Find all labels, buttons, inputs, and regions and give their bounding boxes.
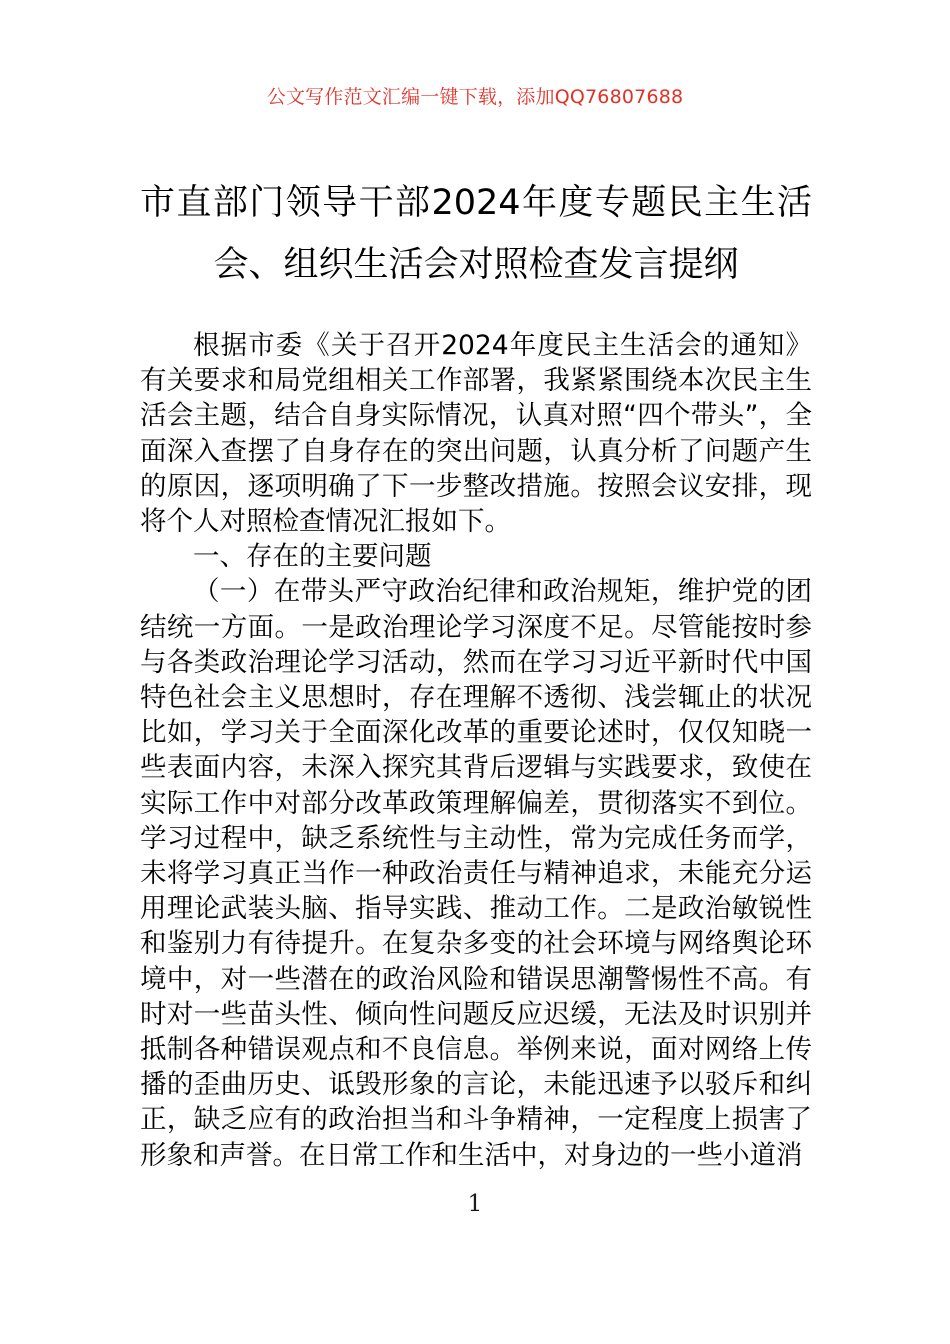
paragraph-section-heading-1: 一、存在的主要问题 [193,541,432,573]
paragraph-subsection-1: （一）在带头严守政治纪律和政治规矩，维护党的团结统一方面。一是政治理论学习深度不足。尽管能按时参与各类政治理论学习活动，然而在学习习近平新时代中国特色社会主义思想时，存在理解不透彻、浅尝辄止的状况比如，学习关于全面深化改革的重要论述时，仅仅知晓一些表面内容，未深入探究其背后逻辑与实践要求，致使在实际工作中对部分改革政策理解偏差，贯彻落实不到位。学习过程中，缺乏系统性与主动性，常为完成任务而学，未将学习真正当作一种政治责任与精神追求，未能充分运用理论武装头脑、指导实践、推动工作。二是政治敏锐性和鉴别力有待提升。在复杂多变的社会环境与网络舆论环境中，对一些潜在的政治风险和错误思潮警惕性不高。有时对一些苗头性、倾向性问题反应迟缓，无法及时识别并抵制各种错误观点和不良信息。举例来说，面对网络上传播的歪曲历史、诋毁形象的言论，未能迅速予以驳斥和纠正，缺乏应有的政治担当和斗争精神，一定程度上损害了形象和声誉。在日常工作和生活中，对身边的一些小道消 [140,576,812,1171]
page-number: 1 [467,1191,483,1217]
page-title: 市直部门领导干部2024年度专题民主生活会、组织生活会对照检查发言提纲 [140,183,812,285]
paragraph-intro: 根据市委《关于召开2024年度民主生活会的通知》有关要求和局党组相关工作部署，我紧紧围绕本次民主生活会主题，结合自身实际情况，认真对照“四个带头”，全面深入查摆了自身存在的突出问题，认真分析了问题产生的原因，逐项明确了下一步整改措施。按照会议安排，现将个人对照检查情况汇报如下。 [140,330,812,538]
document-body [140,328,812,1173]
promo-header-text: 公文写作范文汇编一键下载，添加QQ76807688 [266,86,684,108]
